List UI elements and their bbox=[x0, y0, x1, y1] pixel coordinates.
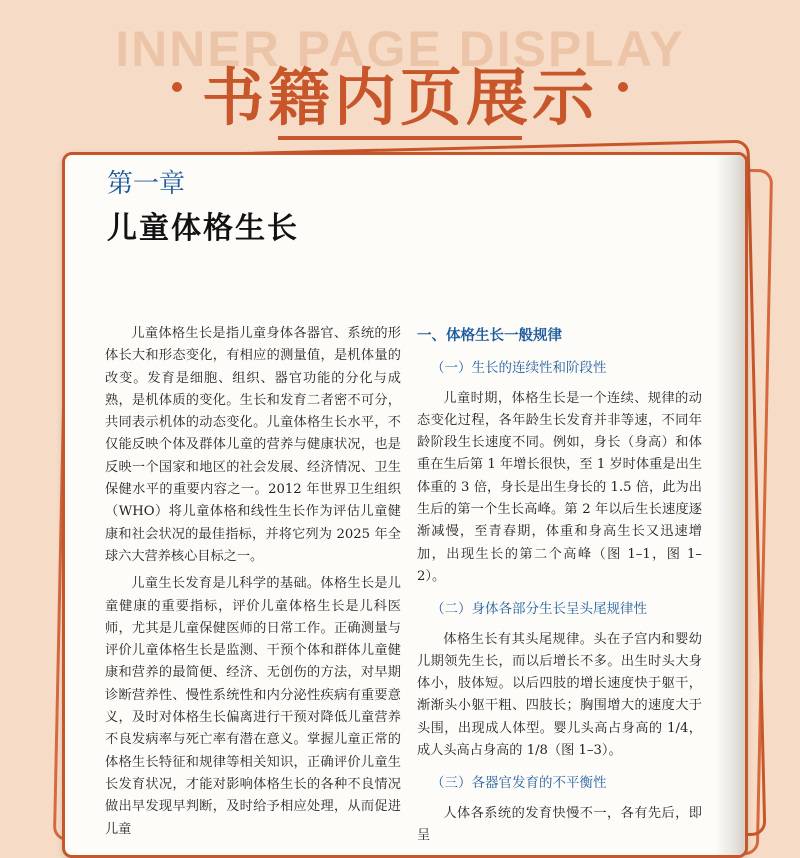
paragraph: 人体各系统的发育快慢不一，各有先后，即呈 bbox=[417, 805, 702, 843]
left-column bbox=[105, 323, 401, 841]
paragraph: 儿童体格生长是指儿童身体各器官、系统的形体长大和形态变化，有相应的测量值，是机体量的改变。发育是细胞、组织、器官功能的分化与成熟，是机体质的变化。生长和发育二者密不可分，共同表示机体的动态变化。儿童体格生长水平，不仅能反映个体及群体儿童的营养与健康状况，也是反映一个国家和地区的社会发展、经济情况、卫生保健水平的重要内容之一。2012 年世界卫生组织（WHO）将儿童体格和线性生长作为评估儿童健康和社会状况的最佳指标，并将它列为 2025 年全球六大营养核心目标之一。 bbox=[105, 326, 401, 564]
background-watermark: INNER PAGE DISPLAY bbox=[115, 21, 685, 77]
banner-title: 书籍内页展示 bbox=[201, 61, 598, 134]
title-underline bbox=[278, 136, 522, 140]
subsection-heading: （一）生长的连续性和阶段性 bbox=[431, 360, 607, 377]
chapter-title: 儿童体格生长 bbox=[107, 211, 299, 246]
book-page bbox=[62, 152, 748, 858]
paragraph: 体格生长有其头尾规律。头在子宫内和婴幼儿期领先生长，而以后增长不多。出生时头大身体小，肢体短。以后四肢的增长速度快于躯干，渐渐头小躯干粗、四肢长；胸围增大的速度大于头围，出现成人体型。婴儿头高占身高的 1/4，成人头高占身高的 1/8（图 1–3）。 bbox=[417, 631, 702, 759]
subsection-heading: （三）各器官发育的不平衡性 bbox=[431, 775, 607, 792]
paragraph: 儿童时期，体格生长是一个连续、规律的动态变化过程，各年龄生长发育并非等速，不同年龄阶段生长速度不同。例如，身长（身高）和体重在生后第 1 年增长很快，至 1 岁时体重是出生体重的 3 倍，身长是出生身长的 1.5 倍，此为出生后的第一个生长高峰。第 2 年以后生长速度逐渐减慢，至青春期，体重和身高生长又迅速增加，出现生长的第二个高峰（图 1–1，图 1–2）。 bbox=[417, 390, 702, 584]
paragraph: 儿童生长发育是儿科学的基础。体格生长是儿童健康的重要指标，评价儿童体格生长是儿科医师，尤其是儿童保健医师的日常工作。正确测量与评价儿童体格生长是监测、干预个体和群体儿童健康和营养的最简便、经济、无创伤的方法，对早期诊断营养性、慢性系统性和内分泌性疾病有重要意义，及时对体格生长偏离进行干预对降低儿童营养不良发病率与死亡率有潜在意义。掌握儿童正常的体格生长特征和规律等相关知识，正确评价儿童生长发育状况，才能对影响体格生长的各种不良情况做出早发现早判断，及时给予相应处理，从而促进儿童 bbox=[105, 576, 401, 837]
section-heading: 一、体格生长一般规律 bbox=[417, 328, 562, 344]
page-spine-shadow bbox=[715, 155, 745, 855]
chapter-label: 第一章 bbox=[107, 169, 186, 199]
subsection-heading: （二）身体各部分生长呈头尾规律性 bbox=[431, 601, 647, 618]
right-column bbox=[417, 323, 702, 847]
